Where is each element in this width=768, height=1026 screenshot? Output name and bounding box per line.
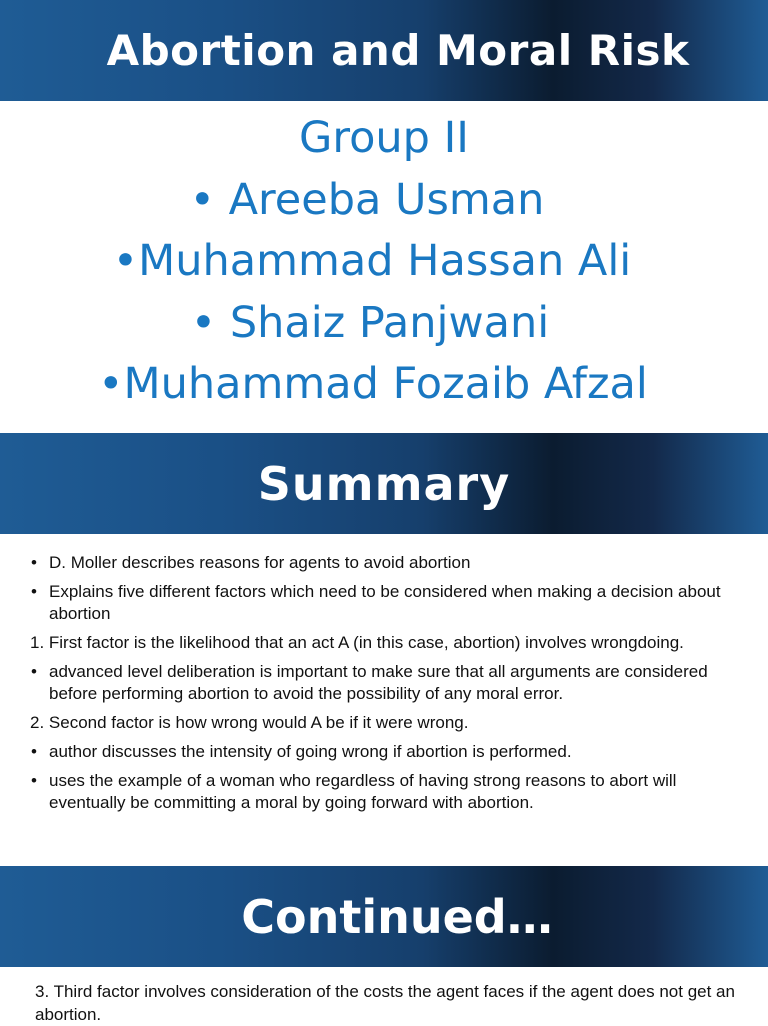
member-name: • Shaiz Panjwani bbox=[190, 297, 550, 348]
list-item: • Explains five different factors which need to be considered when making a decision about abortion bbox=[31, 582, 721, 623]
member-name: •Muhammad Fozaib Afzal bbox=[98, 359, 648, 409]
summary-banner bbox=[0, 433, 768, 534]
group-label: Group II bbox=[299, 113, 469, 163]
summary-title: Summary bbox=[257, 456, 511, 511]
slide-title-banner bbox=[0, 0, 768, 101]
list-item: 2. Second factor is how wrong would A be if it were wrong. bbox=[30, 713, 469, 732]
member-name: •Muhammad Hassan Ali bbox=[112, 236, 632, 286]
list-item: 1. First factor is the likelihood that an act A (in this case, abortion) involves wrongdoing. bbox=[30, 633, 684, 652]
member-name: • Areeba Usman bbox=[189, 174, 545, 225]
list-item: • D. Moller describes reasons for agents to avoid abortion bbox=[31, 553, 471, 572]
list-item: • uses the example of a woman who regardless of having strong reasons to abort will eventually be committing a moral by going forward with abortion. bbox=[31, 771, 677, 812]
slide-title: Abortion and Moral Risk bbox=[106, 26, 690, 75]
continued-text: 3. Third factor involves consideration of the costs the agent faces if the agent does not get an abortion. bbox=[35, 982, 735, 1024]
summary-list bbox=[30, 552, 755, 821]
continued-banner bbox=[0, 866, 768, 967]
group-members-block bbox=[0, 108, 768, 416]
list-item: • advanced level deliberation is important to make sure that all arguments are considered before performing abortion to avoid the possibility of any moral error. bbox=[31, 662, 708, 703]
list-item: • author discusses the intensity of going wrong if abortion is performed. bbox=[31, 742, 572, 761]
continued-title: Continued… bbox=[241, 889, 553, 944]
